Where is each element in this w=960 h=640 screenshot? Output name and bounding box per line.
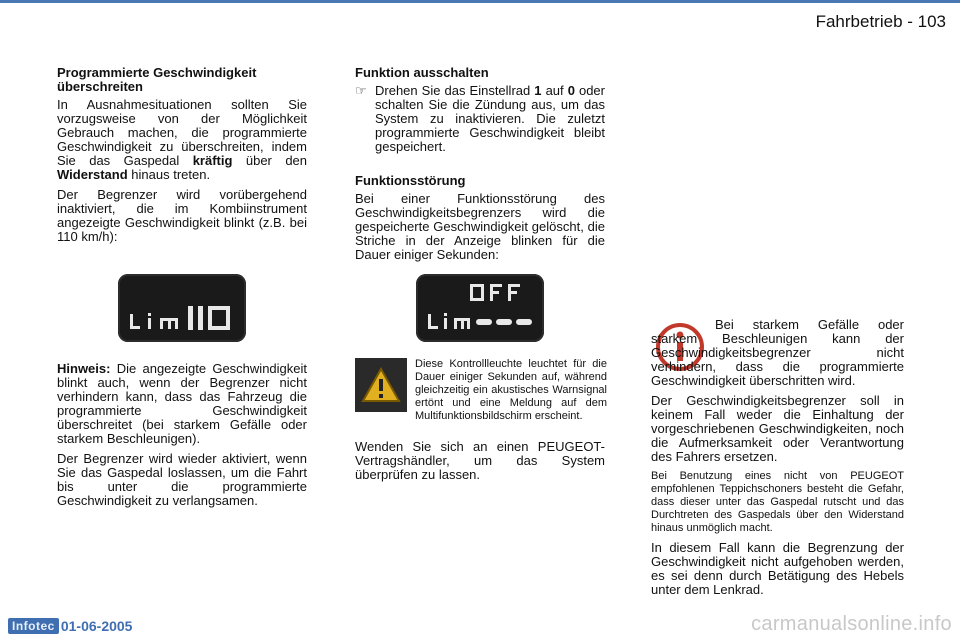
lcd-display-off <box>416 274 544 342</box>
text-run: auf <box>541 83 568 98</box>
paragraph: Wenden Sie sich an einen PEUGEOT-Vertragshändler, um das System überprüfen zu lassen. <box>355 439 605 482</box>
text-run-bold: 1 <box>534 83 542 98</box>
instruction-bullet <box>355 84 605 160</box>
lcd-segments <box>130 306 230 330</box>
lcd-display-speed <box>118 274 246 342</box>
text-run-bold: kräftig <box>192 153 233 168</box>
paragraph: Bei einer Funktionsstörung des Geschwindigkeitsbegrenzers wird die gespeicherte Geschwindigkeit gelöscht, die Striche in der Anzeige blinken für die Dauer einiger Sekunden: <box>355 191 605 262</box>
paragraph-small: Bei Benutzung eines nicht von PEUGEOT empfohlenen Teppichschoners besteht die Gefahr, dass dieser unter das Gaspedal rutscht und das Durchtreten des Gaspedals über den Widerstand hinaus unmöglich macht. <box>651 470 904 534</box>
note-label: Hinweis: <box>57 361 111 376</box>
text-run: oder schalten Sie die Zündung aus, um das System zu inaktivieren. Die zuletzt programmierte Geschwindigkeit bleibt gespeichert. <box>375 83 605 154</box>
footer <box>8 618 132 634</box>
warning-note <box>355 358 607 423</box>
text-run: In Ausnahmesituationen sollten Sie vorzugsweise von der Möglichkeit Gebrauch machen, die programmierte Geschwindigkeit zu überschreiten, indem Sie das Gaspedal <box>57 97 307 168</box>
page-title: Fahrbetrieb - 103 <box>815 12 946 31</box>
column-middle-lower <box>355 440 605 488</box>
lcd-graphic <box>118 274 246 342</box>
note-paragraph <box>57 362 307 446</box>
column-left <box>57 66 307 250</box>
instruction-text <box>375 84 605 154</box>
section-heading: Funktion ausschalten <box>355 65 489 80</box>
note-text: Die angezeigte Geschwindigkeit blinkt auch, wenn der Begrenzer nicht verhindern kann, dass das Fahrzeug die programmierte Geschwindigkeit überschreitet (bei starkem Gefälle oder starkem Beschleunigen). <box>57 361 307 446</box>
paragraph: In diesem Fall kann die Begrenzung der Geschwindigkeit nicht aufgehoben werden, es sei denn durch Betätigung des Hebels unter dem Lenkrad. <box>651 540 904 597</box>
column-middle <box>355 66 605 268</box>
lcd-segments <box>428 284 532 329</box>
section-heading: Programmierte Geschwindigkeit überschreiten <box>57 65 257 94</box>
text-run: über den <box>232 153 308 168</box>
paragraph: Bei starkem Gefälle oder starkem Beschleunigen kann der Geschwindigkeitsbegrenzer nicht verhindern, dass die programmierte Geschwindigkeit überschritten wird. <box>651 317 904 388</box>
paragraph: Der Geschwindigkeitsbegrenzer soll in keinem Fall weder die Einhaltung der vorgeschriebenen Geschwindigkeiten, noch die Aufmerksamkeit oder Verantwortung des Fahrers ersetzen. <box>651 393 904 464</box>
paragraph: Der Begrenzer wird vorübergehend inaktiviert, die im Kombiinstrument angezeigte Geschwindigkeit blinkt (z.B. bei 110 km/h): <box>57 187 307 244</box>
section-heading: Funktionsstörung <box>355 173 466 188</box>
text-run-bold: Widerstand <box>57 167 128 182</box>
column-right <box>651 318 904 603</box>
paragraph <box>57 98 307 182</box>
pointing-hand-icon: ☞ <box>355 83 367 98</box>
lcd-graphic <box>416 274 544 342</box>
warning-text: Diese Kontrollleuchte leuchtet für die Dauer einiger Sekunden auf, während gleichzeitig ein akustisches Warnsignal ertönt und eine Meldung auf dem Multifunktionsbildschirm erscheint. <box>415 358 607 422</box>
warning-triangle-icon <box>355 358 407 412</box>
footer-date: 01-06-2005 <box>60 618 133 634</box>
text-run-bold: 0 <box>567 83 575 98</box>
infotec-logo: Infotec <box>8 618 59 634</box>
header-rule <box>0 0 960 3</box>
paragraph: Der Begrenzer wird wieder aktiviert, wenn Sie das Gaspedal loslassen, um die Fahrt bis unter die programmierte Geschwindigkeit zu verlangsamen. <box>57 451 307 508</box>
text-run: hinaus treten. <box>127 167 211 182</box>
column-left-lower <box>57 362 307 514</box>
text-run: Drehen Sie das Einstellrad <box>375 83 535 98</box>
watermark: carmanualsonline.info <box>751 613 952 635</box>
